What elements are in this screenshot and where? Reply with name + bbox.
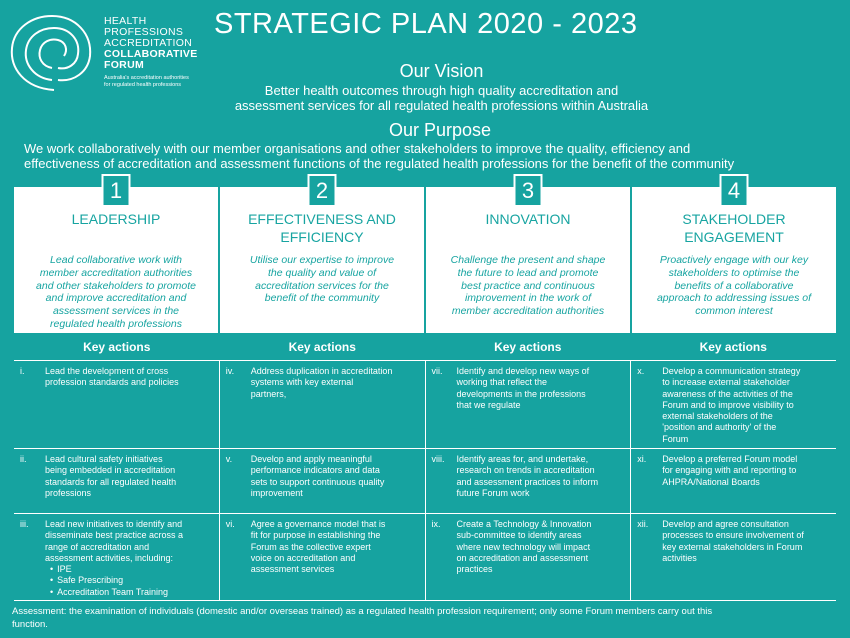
pillar-innovation (426, 178, 632, 333)
purpose-text (24, 141, 844, 171)
key-actions-label: Key actions (494, 340, 562, 354)
key-actions-label: Key actions (699, 340, 767, 354)
action-line: assessment services (250, 564, 335, 575)
action-item (219, 514, 425, 600)
table-row (14, 360, 836, 448)
action-text (45, 366, 215, 389)
pillar-description (20, 254, 212, 331)
action-line: AHPRA/National Boards (662, 476, 760, 487)
action-bullet: • Accreditation Team Training (50, 587, 215, 598)
pillar-number: 2 (308, 174, 337, 207)
pillars (14, 178, 836, 333)
action-text (662, 366, 832, 445)
pillar-heading (14, 210, 218, 228)
action-line: Identify and develop new ways of (456, 366, 590, 376)
action-line: key external stakeholders in Forum (662, 541, 803, 552)
action-line: Develop a communication strategy (662, 366, 801, 376)
key-actions-label: Key actions (83, 340, 151, 354)
pillar-desc-line: Proactively engage with our key (659, 254, 809, 266)
pillar-description (638, 254, 830, 318)
pillar-heading-line: ENGAGEMENT (684, 229, 784, 245)
action-numeral: v. (225, 454, 233, 464)
action-numeral: ix. (431, 519, 441, 529)
action-line: Create a Technology & Innovation (456, 519, 592, 529)
action-line: improvement (250, 487, 303, 498)
action-text (662, 519, 832, 564)
action-line: fit for purpose in establishing the (250, 530, 381, 541)
pillar-desc-line: Lead collaborative work with (50, 254, 182, 266)
pillar-desc-line: and improve accreditation and (45, 292, 187, 305)
action-line: Identify areas for, and undertake, (456, 454, 589, 464)
action-line: external stakeholders of the (662, 411, 773, 422)
pillar-heading-line: STAKEHOLDER (682, 211, 786, 227)
pillar-heading-line: INNOVATION (485, 211, 571, 227)
pillar-heading-line: EFFICIENCY (280, 229, 364, 245)
pillar-desc-line: accreditation services for the (255, 279, 389, 292)
action-text (251, 519, 421, 575)
pillar-heading-line: EFFECTIVENESS AND (248, 211, 396, 227)
action-text (457, 454, 627, 499)
logo-line: COLLABORATIVE (104, 48, 198, 60)
action-item (425, 514, 631, 600)
action-line: disseminate best practice across a (45, 530, 184, 541)
action-line: practices (456, 564, 493, 575)
action-item (14, 449, 219, 513)
action-text (251, 454, 421, 499)
footnote-line: function. (12, 618, 48, 630)
action-numeral: vi. (225, 519, 235, 529)
action-numeral: vii. (431, 366, 443, 376)
action-numeral: viii. (431, 454, 445, 464)
action-item (630, 361, 836, 448)
pillar-description (432, 254, 624, 318)
pillar-heading (426, 210, 630, 228)
table-row (14, 513, 836, 601)
page-title: STRATEGIC PLAN 2020 - 2023 (214, 8, 638, 40)
action-line: future Forum work (456, 487, 530, 498)
action-item (425, 361, 631, 448)
purpose-line: We work collaboratively with our member organisations and other stakeholders to improve the quality, efficiency and (24, 141, 691, 156)
action-text (45, 519, 215, 564)
footnote-line: Assessment: the examination of individuals (domestic and/or overseas trained) as a regulated health profession requirement; only some Forum members carry out this (12, 606, 713, 617)
vision-line: assessment services for all regulated health professions within Australia (234, 98, 649, 113)
action-line: sub-committee to identify areas (456, 530, 582, 541)
action-line: systems with key external (250, 377, 354, 388)
action-numeral: xi. (637, 454, 647, 464)
logo-line: ACCREDITATION (104, 37, 193, 49)
pillar-desc-line: common interest (695, 305, 773, 318)
action-line: and assessment practices to inform (456, 476, 599, 487)
key-actions-header (14, 335, 836, 359)
pillar-desc-line: best practice and continuous (461, 279, 595, 292)
action-line: sets to support continuous quality (250, 476, 385, 487)
action-text (251, 366, 421, 400)
pillar-leadership (14, 178, 220, 333)
pillar-effectiveness (220, 178, 426, 333)
action-line: for engaging with and reporting to (662, 465, 797, 476)
action-item (14, 514, 219, 600)
action-numeral: x. (637, 366, 645, 376)
action-line: Lead cultural safety initiatives (45, 454, 163, 464)
logo-line: FORUM (104, 59, 144, 71)
action-item (219, 361, 425, 448)
action-item (630, 514, 836, 600)
action-text (457, 366, 627, 411)
pillar-number: 3 (514, 174, 543, 207)
action-line: on accreditation and assessment (456, 552, 589, 563)
action-line: to increase external stakeholder (662, 377, 790, 388)
action-line: range of accreditation and (45, 541, 150, 552)
pillar-desc-line: approach to addressing issues of (656, 292, 812, 305)
pillar-desc-line: and other stakeholders to promote (36, 279, 196, 292)
action-numeral: iv. (225, 366, 235, 376)
action-numeral: i. (20, 366, 25, 376)
action-line: awareness of the activities of the (662, 388, 793, 399)
action-line: professions (45, 487, 92, 498)
action-line: profession standards and policies (45, 377, 179, 388)
pillar-desc-line: benefits of a collaborative (674, 279, 794, 292)
action-line: Lead new initiatives to identify and (45, 519, 183, 529)
logo-line: HEALTH (104, 15, 147, 27)
action-line: 'position and authority' of the (662, 422, 777, 433)
action-line: Develop and agree consultation (662, 519, 789, 529)
pillar-stakeholder-engagement (632, 178, 836, 333)
pillar-desc-line: Challenge the present and shape (450, 254, 606, 266)
pillar-desc-line: benefit of the community (264, 292, 380, 305)
footnote (12, 606, 842, 631)
action-item (14, 361, 219, 448)
action-line: working that reflect the (456, 377, 548, 388)
pillar-desc-line: member accreditation authorities (451, 305, 605, 318)
pillar-heading (632, 210, 836, 246)
action-line: Address duplication in accreditation (250, 366, 393, 376)
action-line: being embedded in accreditation (45, 465, 176, 476)
action-line: Agree a governance model that is (250, 519, 386, 529)
action-line: Develop a preferred Forum model (662, 454, 798, 464)
pillar-desc-line: Utilise our expertise to improve (249, 254, 395, 266)
pillar-desc-line: regulated health professions (50, 317, 182, 330)
action-line: Forum (662, 433, 689, 444)
action-bullet-list (50, 564, 215, 598)
pillar-desc-line: the future to lead and promote (457, 266, 599, 279)
action-bullet: • IPE (50, 564, 215, 575)
action-line: assessment activities, including: (45, 552, 174, 563)
purpose-line: effectiveness of accreditation and assessment functions of the regulated health professions for the benefit of the community (24, 156, 735, 171)
vision-heading: Our Vision (399, 61, 484, 81)
action-line: that we regulate (456, 399, 521, 410)
action-numeral: iii. (20, 519, 29, 529)
pillar-description (226, 254, 418, 305)
purpose-heading: Our Purpose (388, 120, 492, 140)
logo-tagline-line: Australia's accreditation authorities (104, 75, 189, 81)
action-text (457, 519, 627, 575)
pillar-heading-line: LEADERSHIP (71, 211, 161, 227)
action-line: voice on accreditation and (250, 552, 356, 563)
action-text (45, 454, 215, 499)
logo-tagline-line: for regulated health professions (104, 82, 182, 88)
action-line: standards for all regulated health (45, 476, 177, 487)
action-text (662, 454, 832, 488)
pillar-number: 1 (102, 174, 131, 207)
action-line: activities (662, 552, 697, 563)
action-item (219, 449, 425, 513)
action-line: research on trends in accreditation (456, 465, 595, 476)
pillar-desc-line: stakeholders to optimise the (668, 266, 800, 279)
action-line: Forum as the collective expert (250, 541, 371, 552)
pillar-heading (220, 210, 424, 246)
key-actions-label: Key actions (288, 340, 356, 354)
action-line: performance indicators and data (250, 465, 380, 476)
pillar-number: 4 (720, 174, 749, 207)
pillar-desc-line: the quality and value of (268, 266, 376, 279)
logo-line: PROFESSIONS (104, 26, 184, 38)
table-row (14, 448, 836, 513)
action-numeral: xii. (637, 519, 649, 529)
key-actions-table (14, 360, 836, 601)
pillar-desc-line: assessment services in the (52, 305, 180, 318)
action-item (630, 449, 836, 513)
pillar-desc-line: improvement in the work of (464, 292, 592, 305)
action-line: Lead the development of cross (45, 366, 169, 376)
action-item (425, 449, 631, 513)
action-line: where new technology will impact (456, 541, 591, 552)
pillar-desc-line: member accreditation authorities (39, 266, 193, 279)
action-numeral: ii. (20, 454, 27, 464)
action-line: Develop and apply meaningful (250, 454, 372, 464)
action-line: partners, (250, 388, 287, 399)
action-bullet: • Safe Prescribing (50, 575, 215, 586)
vision-text (0, 83, 850, 113)
vision-line: Better health outcomes through high quality accreditation and (264, 83, 619, 98)
action-line: Forum and to improve visibility to (662, 399, 794, 410)
action-line: processes to ensure involvement of (662, 530, 804, 541)
action-line: developments in the professions (456, 388, 586, 399)
